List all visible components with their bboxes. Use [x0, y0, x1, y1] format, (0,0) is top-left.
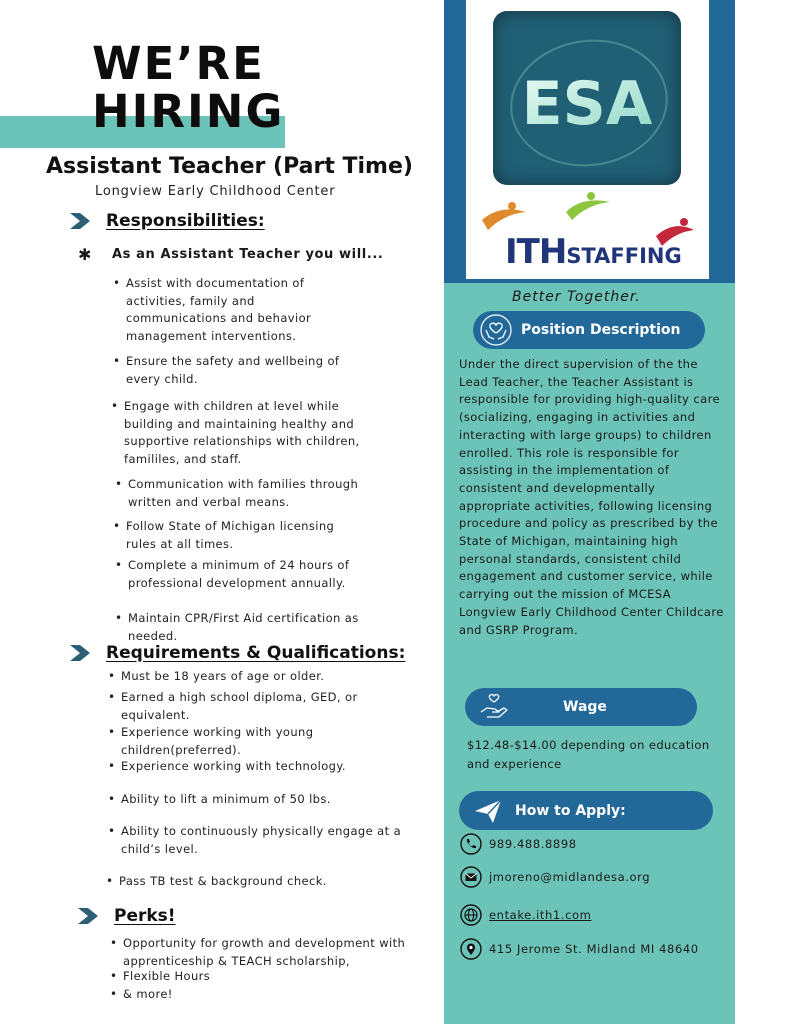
- globe-icon: [460, 904, 482, 926]
- phone-icon: [460, 833, 482, 855]
- perks-heading: [76, 906, 176, 926]
- wage-label: Wage: [563, 699, 607, 715]
- wage-heading: [465, 688, 697, 726]
- contact-website-link[interactable]: entake.ith1.com: [489, 908, 592, 922]
- responsibility-item: • Ensure the safety and wellbeing of every child.: [126, 353, 366, 388]
- headline: [92, 37, 285, 138]
- requirement-item: • Experience working with young children(preferred).: [121, 724, 361, 759]
- responsibility-item: • Follow State of Michigan licensing rules at all times.: [126, 518, 366, 553]
- esa-logo-graphic: [493, 11, 681, 185]
- paper-plane-icon: [471, 794, 505, 828]
- responsibility-item: • Maintain CPR/First Aid certification as needed.: [128, 610, 378, 645]
- headline-line-2: HIRING: [92, 85, 285, 138]
- ith-staffing-suffix: STAFFING: [566, 244, 682, 268]
- position-description-label: Position Description: [521, 322, 681, 338]
- asterisk-icon: ✱: [78, 245, 93, 264]
- how-to-apply-heading: [459, 791, 713, 830]
- contact-email: [460, 866, 650, 888]
- responsibilities-heading-label: Responsibilities:: [106, 211, 265, 231]
- perk-item: • Opportunity for growth and development with apprenticeship & TEACH scholarship,: [123, 935, 423, 970]
- requirement-item: • Experience working with technology.: [121, 758, 401, 776]
- tagline: Better Together.: [512, 289, 641, 305]
- job-title: Assistant Teacher (Part Time): [46, 154, 413, 179]
- position-description-heading: [473, 311, 705, 349]
- chevron-right-icon: [68, 643, 92, 663]
- chevron-right-icon: [76, 906, 100, 926]
- contact-address-text: 415 Jerome St. Midland MI 48640: [489, 942, 699, 956]
- perk-item: • Flexible Hours: [123, 968, 373, 986]
- contact-email-text[interactable]: jmoreno@midlandesa.org: [489, 870, 651, 884]
- ith-staffing-logo: [505, 232, 682, 272]
- responsibilities-heading: [68, 211, 265, 231]
- headline-line-1: WE’RE: [92, 37, 265, 90]
- hand-heart-icon: [477, 690, 511, 724]
- responsibility-item: • Complete a minimum of 24 hours of professional development annually.: [128, 557, 360, 592]
- requirements-heading: [68, 643, 405, 663]
- requirement-item: • Earned a high school diploma, GED, or equivalent.: [121, 689, 396, 724]
- requirements-heading-label: Requirements & Qualifications:: [106, 643, 406, 663]
- responsibility-item: • Engage with children at level while building and maintaining healthy and supportive relationships with children, famililes, and staff.: [124, 398, 372, 468]
- requirement-item: • Ability to continuously physically engage at a child’s level.: [121, 823, 426, 858]
- esa-logo-text: ESA: [521, 69, 653, 139]
- chevron-right-icon: [68, 211, 92, 231]
- position-description-text: Under the direct supervision of the the Lead Teacher, the Teacher Assistant is responsible for providing high-quality care (socializing, engaging in activities and interacting with large groups) to children enrolled. This role is responsible for assisting in the implementation of consistent and developmentally appropriate activities, following licensing procedure and policy as prescribed by the State of Michigan, maintaining high personal standards, consistent child engagement and customer service, while carrying out the mission of MCESA Longview Early Childhood Center Childcare and GSRP Program.: [459, 357, 724, 637]
- contact-website: [460, 904, 591, 926]
- location-pin-icon: [460, 938, 482, 960]
- how-to-apply-label: How to Apply:: [515, 802, 626, 819]
- center-name: Longview Early Childhood Center: [95, 184, 336, 199]
- contact-phone: [460, 833, 577, 855]
- perks-heading-label: Perks!: [114, 906, 176, 926]
- responsibilities-intro: [78, 245, 383, 264]
- contact-address: [460, 938, 699, 960]
- email-icon: [460, 866, 482, 888]
- requirement-item: • Pass TB test & background check.: [119, 873, 409, 891]
- contact-phone-text[interactable]: 989.488.8898: [489, 837, 577, 851]
- perk-item: • & more!: [123, 986, 373, 1004]
- responsibility-item: • Communication with families through written and verbal means.: [128, 476, 373, 511]
- wage-text: $12.48-$14.00 depending on education and experience: [467, 738, 710, 771]
- esa-logo: [493, 11, 681, 185]
- ith-staffing-prefix: ITH: [505, 232, 567, 272]
- requirement-item: • Ability to lift a minimum of 50 lbs.: [121, 791, 401, 809]
- requirement-item: • Must be 18 years of age or older.: [121, 668, 401, 686]
- heart-hands-icon: [479, 313, 513, 347]
- responsibilities-intro-text: As an Assistant Teacher you will...: [112, 247, 384, 262]
- responsibility-item: • Assist with documentation of activities, family and communications and behavior management interventions.: [126, 275, 341, 345]
